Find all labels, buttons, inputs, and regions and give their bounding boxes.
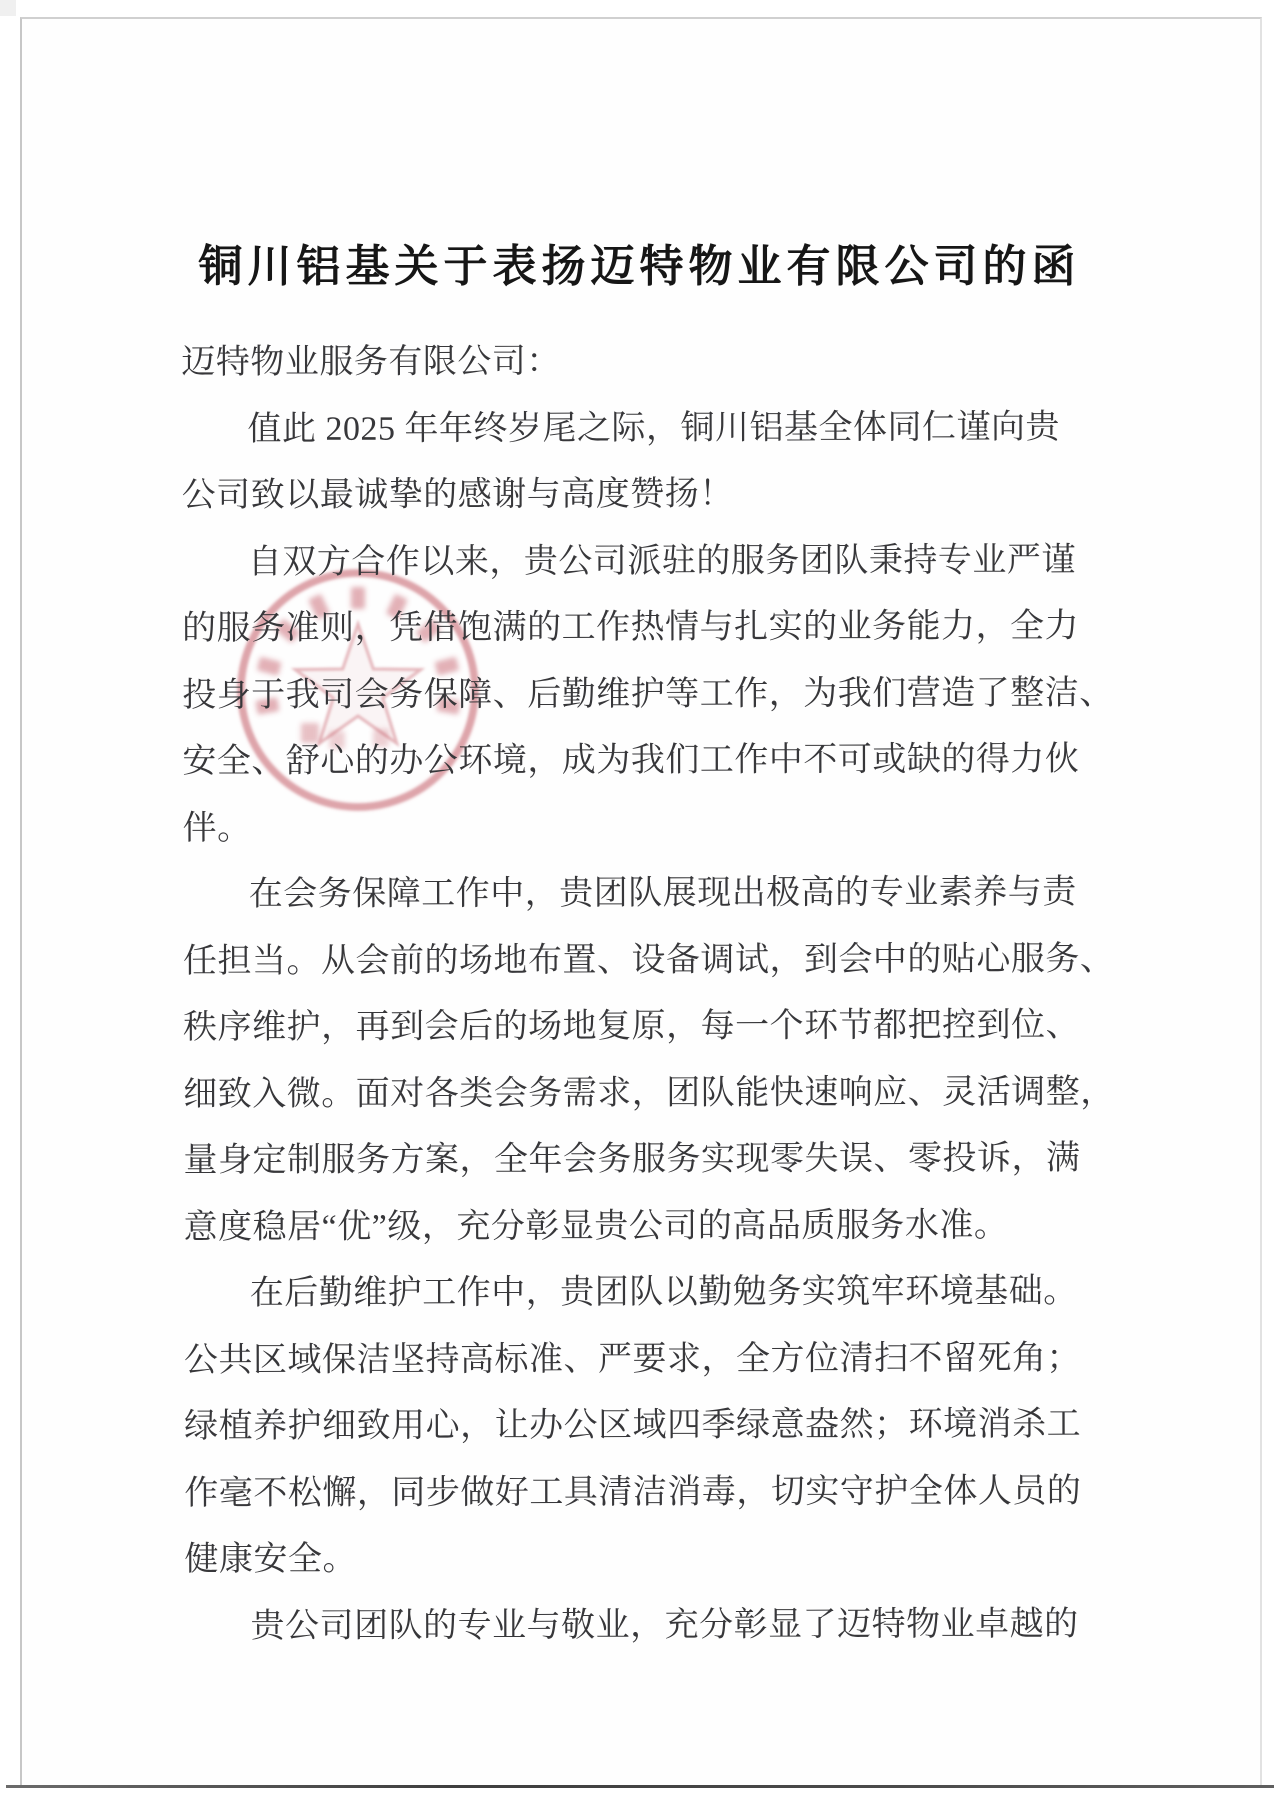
body-line: 公共区域保洁坚持高标准、严要求，全方位清扫不留死角；	[183, 1339, 1082, 1379]
body-line: 值此 2025 年年终岁尾之际，铜川铝基全体同仁谨向贵	[247, 408, 1061, 448]
body-line: 在后勤维护工作中，贵团队以勤勉务实筑牢环境基础。	[249, 1272, 1078, 1312]
body-line: 的服务准则，凭借饱满的工作热情与扎实的业务能力，全力	[181, 607, 1080, 648]
letter-body	[181, 328, 1115, 1660]
body-line: 安全、舒心的办公环境，成为我们工作中不可或缺的得力伙	[182, 740, 1080, 781]
salutation-line: 迈特物业服务有限公司：	[181, 343, 561, 382]
body-line: 投身于我司会务保障、后勤维护等工作，为我们营造了整洁、	[182, 674, 1114, 714]
letter-title: 铜川铝基关于表扬迈特物业有限公司的函	[198, 242, 1081, 291]
body-line: 秩序维护，再到会后的场地复原，每一个环节都把控到位、	[183, 1006, 1081, 1047]
page-bottom-edge	[6, 1785, 1274, 1788]
body-line: 意度稳居“优”级，充分彰显贵公司的高品质服务水准。	[183, 1206, 1009, 1246]
body-line: 健康安全。	[184, 1540, 358, 1579]
body-line: 细致入微。面对各类会务需求，团队能快速响应、灵活调整，	[183, 1073, 1115, 1113]
body-line: 公司致以最诚挚的感谢与高度赞扬！	[181, 475, 734, 515]
body-line: 自双方合作以来，贵公司派驻的服务团队秉持专业严谨	[247, 541, 1076, 581]
body-line: 贵公司团队的专业与敬业，充分彰显了迈特物业卓越的	[250, 1605, 1079, 1645]
body-line: 在会务保障工作中，贵团队展现出极高的专业素养与责	[248, 873, 1077, 914]
scan-corner-smudge	[0, 0, 16, 16]
body-line: 任担当。从会前的场地布置、设备调试，到会中的贴心服务、	[182, 940, 1115, 980]
body-line: 绿植养护细致用心，让办公区域四季绿意盎然；环境消杀工	[184, 1405, 1082, 1446]
body-line: 作毫不松懈，同步做好工具清洁消毒，切实守护全体人员的	[184, 1472, 1082, 1512]
body-line: 量身定制服务方案，全年会务服务实现零失误、零投诉，满	[183, 1139, 1081, 1180]
body-line: 伴。	[182, 809, 252, 847]
